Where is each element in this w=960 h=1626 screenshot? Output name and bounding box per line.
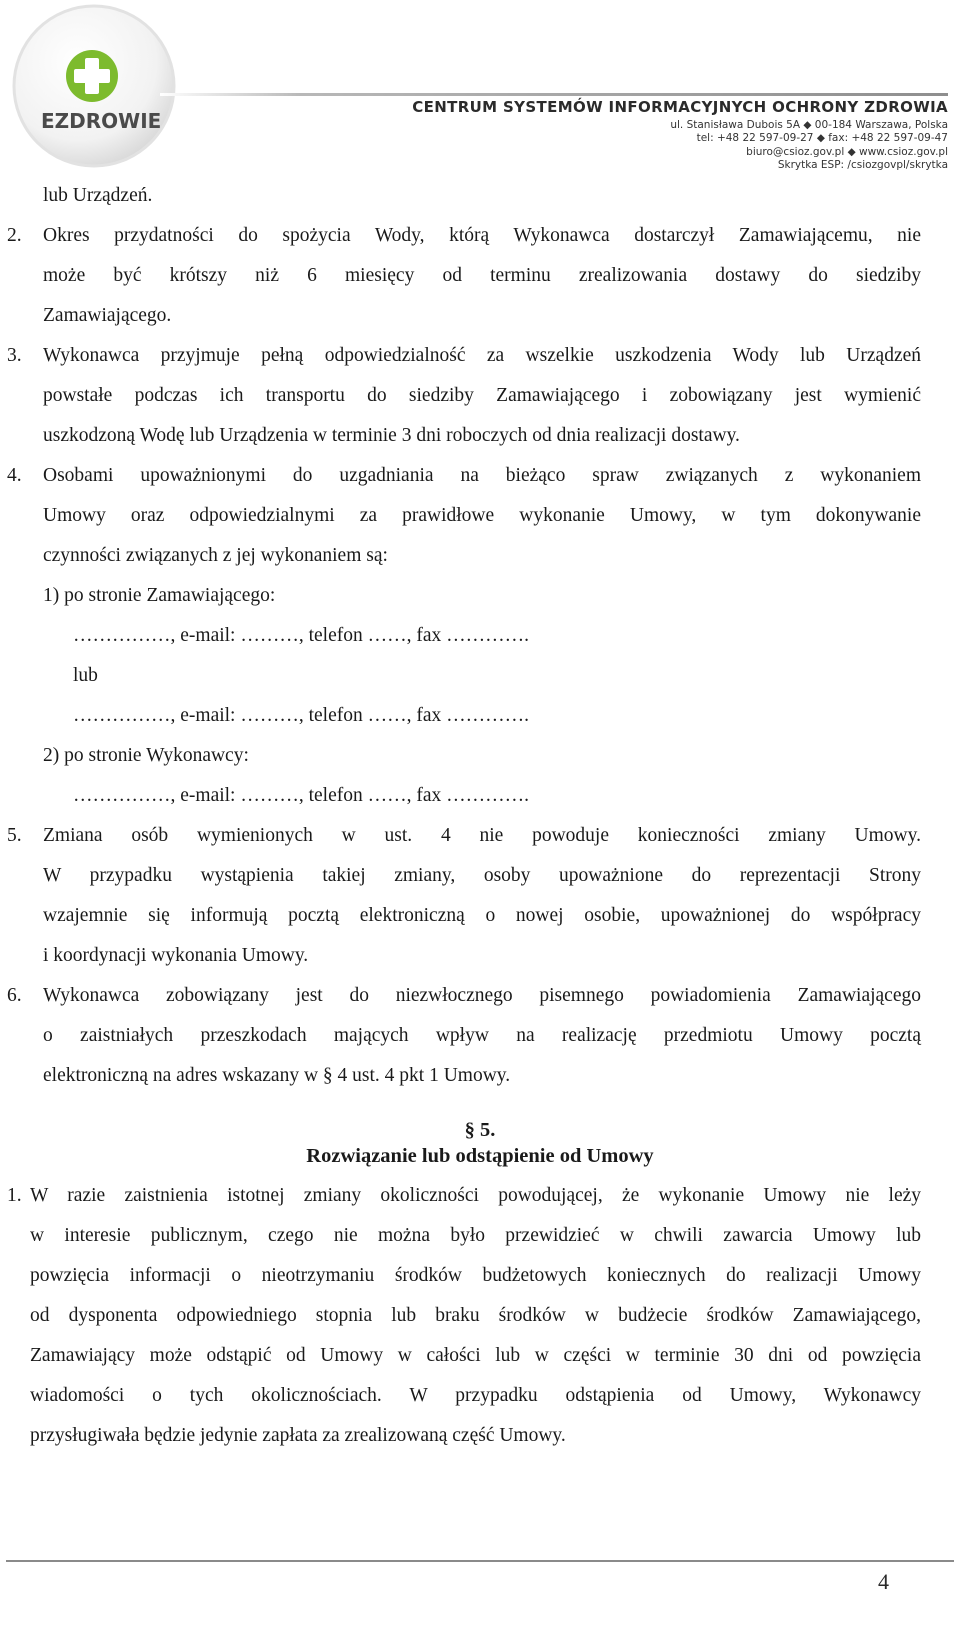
item-number: 6.: [7, 985, 22, 1006]
continuation-text: lub Urządzeń.: [43, 185, 153, 206]
paragraph-line: Zmiana osób wymienionych w ust. 4 nie powoduje konieczności zmiany Umowy.: [43, 825, 921, 846]
contact-placeholder-line: ……………, e-mail: ………, telefon ……, fax ………….: [73, 705, 530, 726]
header-rule: [160, 93, 948, 96]
organization-name: CENTRUM SYSTEMÓW INFORMACYJNYCH OCHRONY ZDROWIA: [412, 98, 948, 116]
paragraph-line: powstałe podczas ich transportu do siedziby Zamawiającego i zobowiązany jest wymienić: [43, 385, 921, 406]
section-mark: § 5.: [464, 1119, 496, 1141]
contact-placeholder-line: ……………, e-mail: ………, telefon ……, fax ………….: [73, 625, 530, 646]
paragraph-line: Wykonawca zobowiązany jest do niezwłocznego pisemnego powiadomienia Zamawiającego: [43, 985, 921, 1006]
paragraph-line: czynności związanych z jej wykonaniem są:: [43, 545, 388, 566]
paragraph-line: wzajemnie się informują pocztą elektroniczną o nowej osobie, upoważnionej do współpracy: [43, 905, 921, 926]
paragraph-line: od dysponenta odpowiedniego stopnia lub braku środków w budżecie środków Zamawiającego,: [30, 1305, 921, 1326]
paragraph-line: Zamawiającego.: [43, 305, 172, 326]
paragraph-line: o zaistniałych przeszkodach mających wpływ na realizację przedmiotu Umowy pocztą: [43, 1025, 921, 1046]
paragraph-line: i koordynacji wykonania Umowy.: [43, 945, 309, 966]
ezdrowie-logo: [0, 0, 190, 180]
sub-item: 2) po stronie Wykonawcy:: [43, 745, 249, 766]
paragraph-line: Umowy oraz odpowiedzialnymi za prawidłowe wykonanie Umowy, w tym dokonywanie: [43, 505, 921, 526]
organization-block: [412, 98, 948, 172]
paragraph-line: elektroniczną na adres wskazany w § 4 ust. 4 pkt 1 Umowy.: [43, 1065, 511, 1086]
paragraph-line: W razie zaistnienia istotnej zmiany okoliczności powodującej, że wykonanie Umowy nie leży: [30, 1185, 921, 1206]
paragraph-line: może być krótszy niż 6 miesięcy od terminu zrealizowania dostawy do siedziby: [43, 265, 921, 286]
or-text: lub: [73, 665, 98, 686]
item-number: 2.: [7, 225, 22, 246]
page-number: 4: [878, 1569, 889, 1594]
item-number: 4.: [7, 465, 22, 486]
paragraph-line: Wykonawca przyjmuje pełną odpowiedzialność za wszelkie uszkodzenia Wody lub Urządzeń: [43, 345, 921, 366]
item-number: 3.: [7, 345, 22, 366]
paragraph-line: uszkodzoną Wodę lub Urządzenia w terminie 3 dni roboczych od dnia realizacji dostawy.: [43, 425, 740, 446]
sub-item: 1) po stronie Zamawiającego:: [43, 585, 276, 606]
item-number: 1.: [7, 1185, 22, 1206]
address-line: ul. Stanisława Dubois 5A ◆ 00-184 Warszawa, Polska: [670, 119, 948, 131]
paragraph-line: Zamawiający może odstąpić od Umowy w całości lub w części w terminie 30 dni od powzięcia: [30, 1345, 921, 1366]
contact-placeholder-line: ……………, e-mail: ………, telefon ……, fax ………….: [73, 785, 530, 806]
logo-text: EZDROWIE: [41, 109, 162, 133]
item-number: 5.: [7, 825, 22, 846]
paragraph-line: wiadomości o tych okolicznościach. W przypadku odstąpienia od Umowy, Wykonawcy: [30, 1385, 921, 1406]
phone-line: tel: +48 22 597-09-27 ◆ fax: +48 22 597-09-47: [696, 132, 948, 145]
paragraph-line: Osobami upoważnionymi do uzgadniania na bieżąco spraw związanych z wykonaniem: [43, 465, 921, 486]
section-title: Rozwiązanie lub odstąpienie od Umowy: [306, 1145, 654, 1167]
paragraph-line: przysługiwała będzie jedynie zapłata za zrealizowaną część Umowy.: [30, 1425, 566, 1446]
paragraph-line: powzięcia informacji o nieotrzymaniu środków budżetowych koniecznych do realizacji Umowy: [30, 1265, 921, 1286]
ezdrowie-logo-graphic: [0, 0, 190, 180]
paragraph-line: W przypadku wystąpienia takiej zmiany, osoby upoważnione do reprezentacji Strony: [43, 865, 921, 886]
paragraph-line: Okres przydatności do spożycia Wody, którą Wykonawca dostarczył Zamawiającemu, nie: [43, 225, 921, 246]
skrytka-line: Skrytka ESP: /csiozgovpl/skrytka: [777, 158, 948, 171]
footer-rule: [6, 1560, 954, 1562]
paragraph-line: w interesie publicznym, czego nie można było przewidzieć w chwili zawarcia Umowy lub: [30, 1225, 921, 1246]
contact-line: biuro@csioz.gov.pl ◆ www.csioz.gov.pl: [746, 145, 948, 158]
